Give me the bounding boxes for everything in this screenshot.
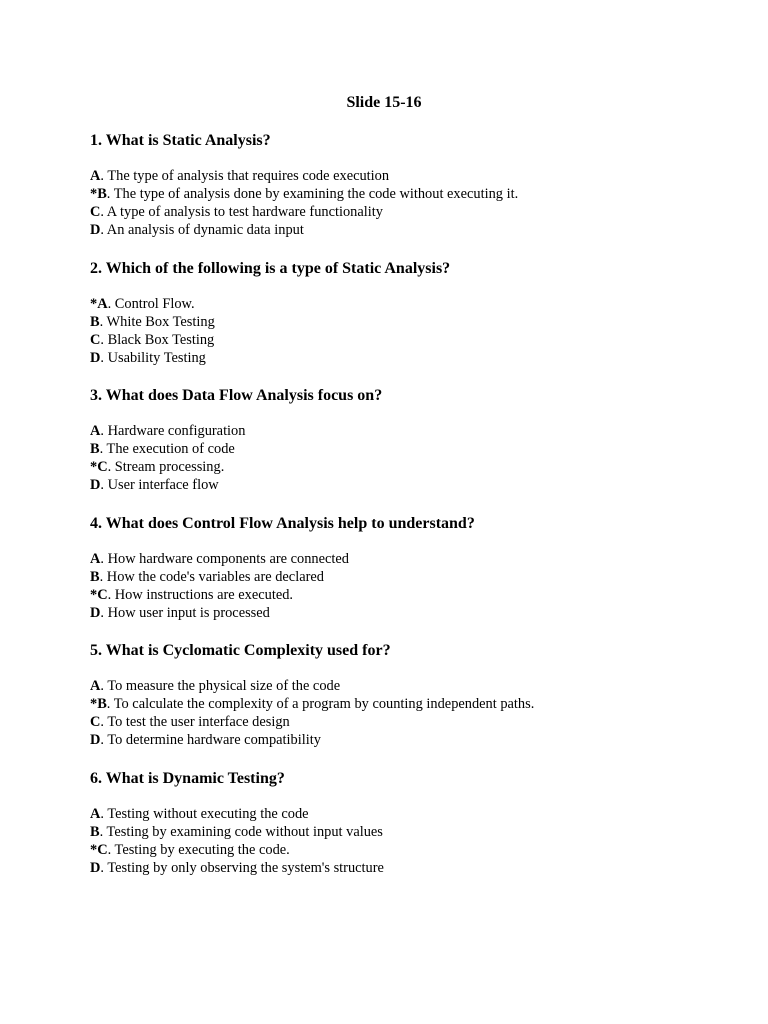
option-text: . How user input is processed <box>100 605 270 621</box>
option-d <box>90 476 730 494</box>
question-6 <box>90 769 730 877</box>
option-a <box>90 422 730 440</box>
option-text: . The execution of code <box>99 441 235 457</box>
option-text: . A type of analysis to test hardware functionality <box>100 204 383 220</box>
option-text: . Testing by only observing the system's structure <box>100 860 384 876</box>
option-letter: *C <box>90 587 108 603</box>
option-b <box>90 823 730 841</box>
question-5 <box>90 641 730 749</box>
option-a <box>90 550 730 568</box>
option-a <box>90 805 730 823</box>
option-letter: *C <box>90 842 108 858</box>
option-c <box>90 331 730 349</box>
option-letter: D <box>90 350 101 366</box>
option-c <box>90 203 730 221</box>
option-text: . Testing by examining code without input values <box>99 824 383 840</box>
options-list <box>90 805 730 877</box>
option-text: . Testing without executing the code <box>100 806 309 822</box>
option-letter: *B <box>90 186 107 202</box>
option-letter: B <box>90 824 100 840</box>
option-letter: B <box>90 314 100 330</box>
option-text: . The type of analysis that requires code execution <box>100 168 390 184</box>
option-c <box>90 586 730 604</box>
question-text: 4. What does Control Flow Analysis help to understand? <box>90 515 475 532</box>
option-d <box>90 859 730 877</box>
option-letter: A <box>90 551 101 567</box>
option-letter: D <box>90 222 101 238</box>
option-text: . White Box Testing <box>99 314 215 330</box>
option-b <box>90 313 730 331</box>
option-letter: D <box>90 860 101 876</box>
question-text: 1. What is Static Analysis? <box>90 132 271 149</box>
options-list <box>90 677 730 749</box>
option-d <box>90 604 730 622</box>
option-letter: D <box>90 732 101 748</box>
option-b <box>90 568 730 586</box>
option-text: . To test the user interface design <box>100 714 290 730</box>
option-b <box>90 440 730 458</box>
option-text: . The type of analysis done by examining the code without executing it. <box>106 186 519 202</box>
option-letter: A <box>90 168 101 184</box>
option-d <box>90 731 730 749</box>
option-text: . Control Flow. <box>107 296 195 312</box>
option-letter: *B <box>90 696 107 712</box>
options-list <box>90 167 730 239</box>
options-list <box>90 422 730 494</box>
question-text: 2. Which of the following is a type of Static Analysis? <box>90 260 451 277</box>
page-title: Slide 15-16 <box>346 94 422 111</box>
option-letter: C <box>90 332 101 348</box>
option-text: . Usability Testing <box>100 350 206 366</box>
option-text: . Stream processing. <box>107 459 225 475</box>
question-1 <box>90 131 730 239</box>
option-d <box>90 221 730 239</box>
option-letter: A <box>90 423 101 439</box>
option-c <box>90 841 730 859</box>
question-text: 3. What does Data Flow Analysis focus on? <box>90 387 383 404</box>
option-letter: A <box>90 678 101 694</box>
option-letter: D <box>90 605 101 621</box>
option-c <box>90 458 730 476</box>
option-letter: D <box>90 477 101 493</box>
option-text: . To determine hardware compatibility <box>100 732 321 748</box>
options-list <box>90 550 730 622</box>
option-letter: C <box>90 714 101 730</box>
option-b <box>90 185 730 203</box>
options-list <box>90 295 730 367</box>
option-a <box>90 677 730 695</box>
option-letter: *C <box>90 459 108 475</box>
option-text: . How instructions are executed. <box>107 587 294 603</box>
option-d <box>90 349 730 367</box>
option-a <box>90 167 730 185</box>
question-text: 6. What is Dynamic Testing? <box>90 770 285 787</box>
option-letter: B <box>90 569 100 585</box>
option-text: . An analysis of dynamic data input <box>100 222 304 238</box>
option-text: . How hardware components are connected <box>100 551 349 567</box>
option-text: . User interface flow <box>100 477 219 493</box>
question-text: 5. What is Cyclomatic Complexity used for? <box>90 642 391 659</box>
option-text: . Testing by executing the code. <box>107 842 290 858</box>
question-4 <box>90 514 730 622</box>
option-text: . Hardware configuration <box>100 423 246 439</box>
option-c <box>90 713 730 731</box>
option-letter: *A <box>90 296 108 312</box>
option-text: . To measure the physical size of the code <box>100 678 341 694</box>
option-a <box>90 295 730 313</box>
option-letter: C <box>90 204 101 220</box>
option-letter: A <box>90 806 101 822</box>
option-letter: B <box>90 441 100 457</box>
question-3 <box>90 386 730 494</box>
question-2 <box>90 259 730 367</box>
option-b <box>90 695 730 713</box>
option-text: . How the code's variables are declared <box>99 569 324 585</box>
option-text: . To calculate the complexity of a program by counting independent paths. <box>106 696 535 712</box>
option-text: . Black Box Testing <box>100 332 215 348</box>
